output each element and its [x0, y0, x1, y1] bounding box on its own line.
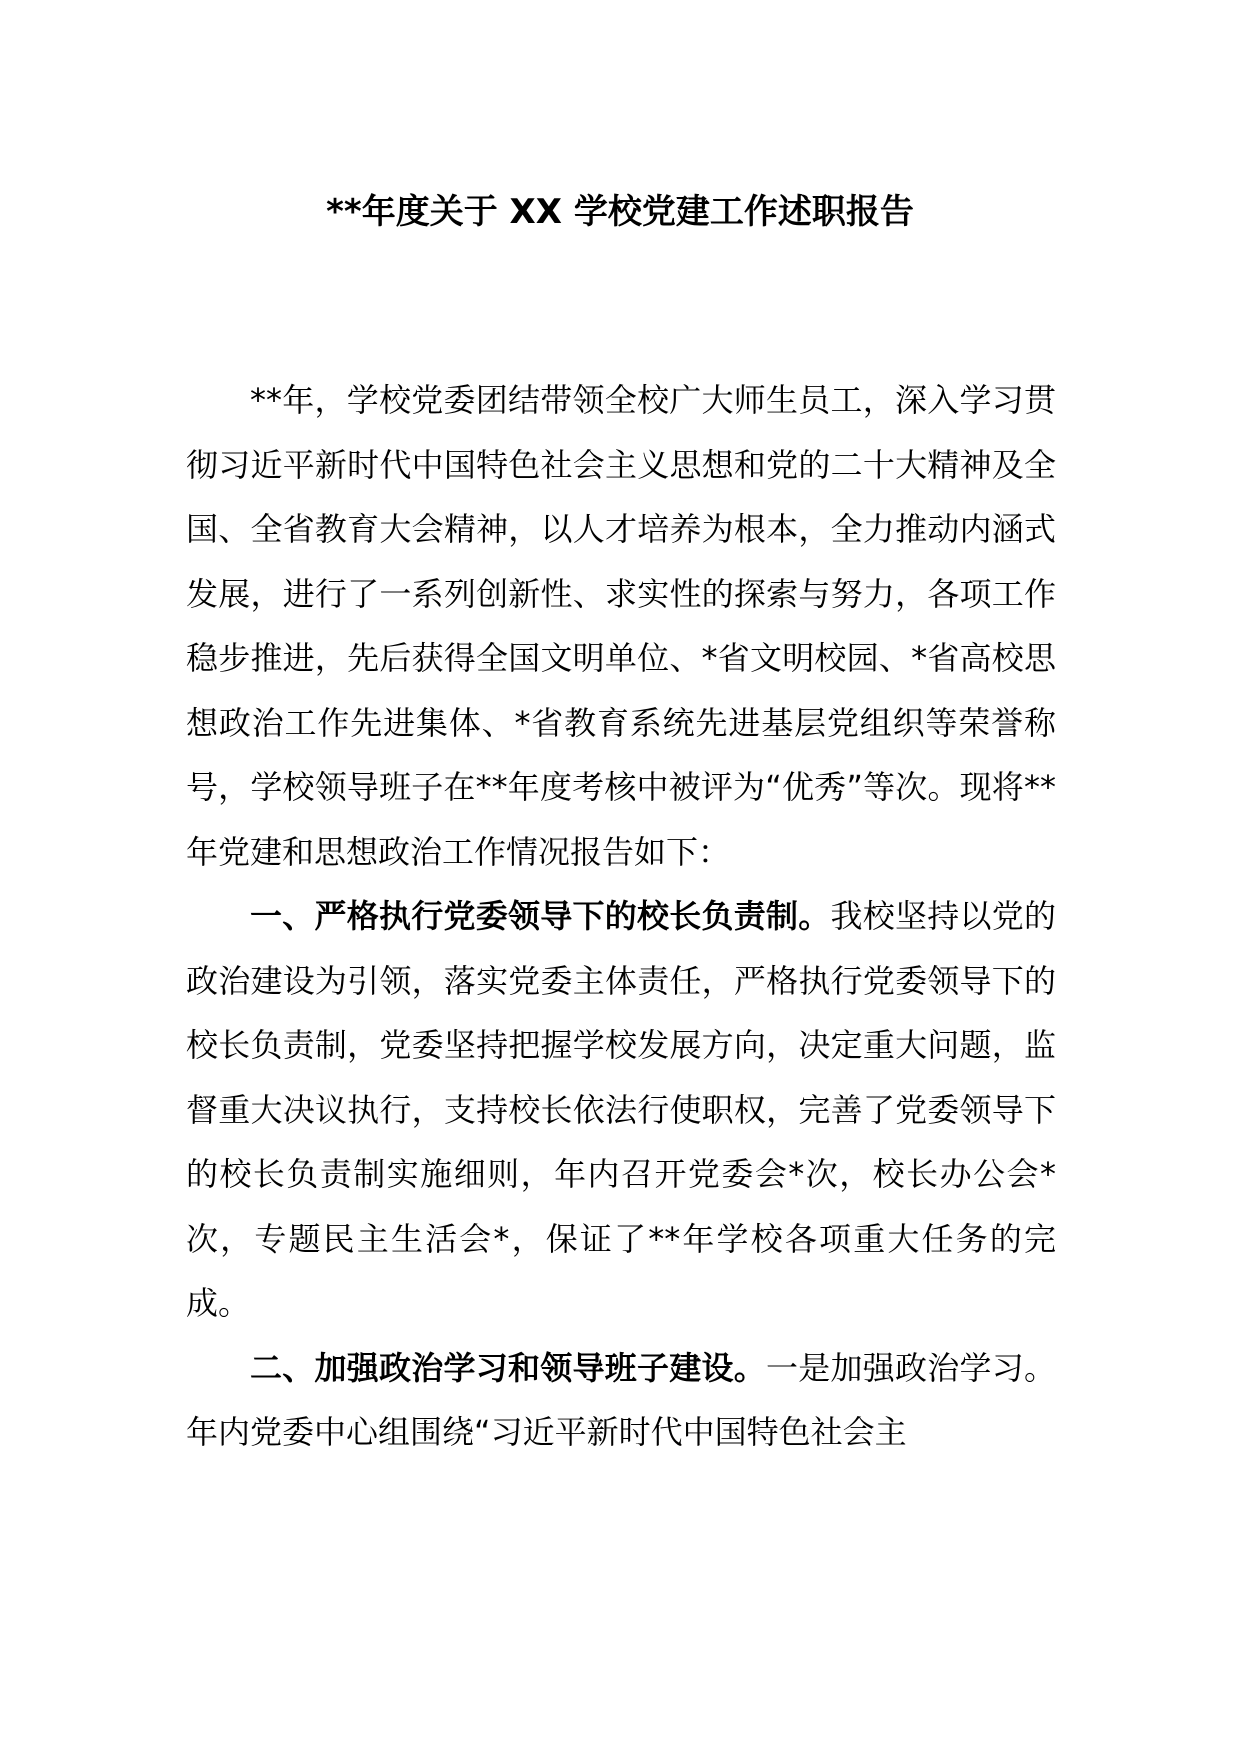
- paragraph-text: 一是加强政治学习。年内党委中心组围绕“习近平新时代中国特色社会主: [186, 1348, 1056, 1451]
- document-body: [186, 368, 1056, 1465]
- paragraph-intro: [186, 368, 1056, 884]
- document-title: **年度关于 XX 学校党建工作述职报告: [326, 192, 914, 232]
- paragraph-section-1: [186, 884, 1056, 1336]
- section-heading: 二、加强政治学习和领导班子建设。: [250, 1348, 766, 1387]
- paragraph-section-2: [186, 1336, 1056, 1465]
- paragraph-text: 我校坚持以党的政治建设为引领，落实党委主体责任，严格执行党委领导下的校长负责制，党委坚持把握学校发展方向，决定重大问题，监督重大决议执行，支持校长依法行使职权，完善了党委领导下的校长负责制实施细则，年内召开党委会*次，校长办公会*次，专题民主生活会*，保证了**年学校各项重大任务的完成。: [186, 897, 1056, 1322]
- section-heading: 一、严格执行党委领导下的校长负责制。: [250, 897, 831, 935]
- paragraph-text: **年，学校党委团结带领全校广大师生员工，深入学习贯彻习近平新时代中国特色社会主义思想和党的二十大精神及全国、全省教育大会精神，以人才培养为根本，全力推动内涵式发展，进行了一系列创新性、求实性的探索与努力，各项工作稳步推进，先后获得全国文明单位、*省文明校园、*省高校思想政治工作先进集体、*省教育系统先进基层党组织等荣誉称号，学校领导班子在**年度考核中被评为“优秀”等次。现将**年党建和思想政治工作情况报告如下：: [186, 381, 1056, 871]
